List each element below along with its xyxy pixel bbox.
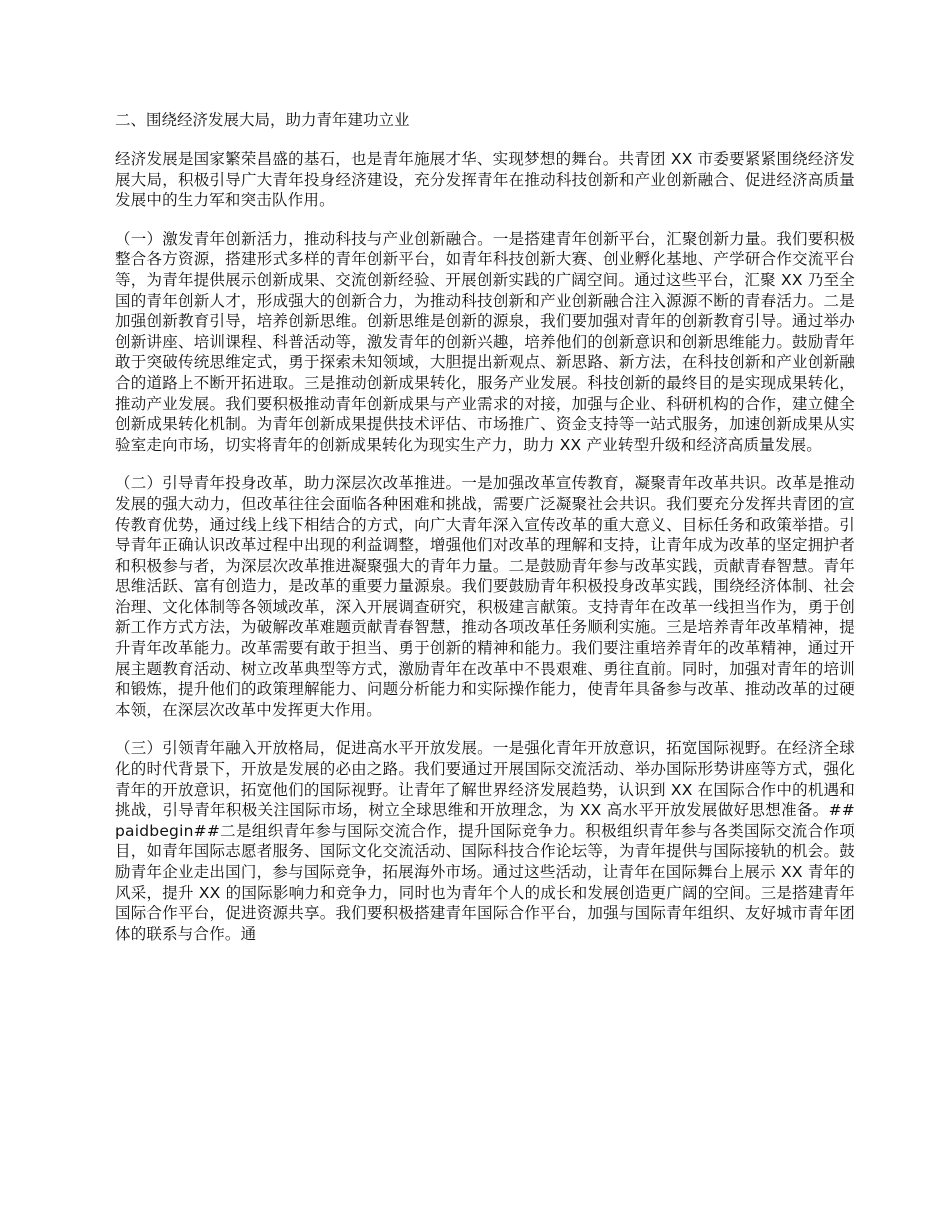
- section-heading: 二、围绕经济发展大局，助力青年建功立业: [115, 111, 410, 129]
- document-page: [115, 110, 855, 962]
- paragraph-intro: 经济发展是国家繁荣昌盛的基石，也是青年施展才华、实现梦想的舞台。共青团 XX 市委要紧紧围绕经济发展大局，积极引导广大青年投身经济建设，充分发挥青年在推动科技创新和产业创新融合、促进经济高质量发展中的生力军和突击队作用。: [115, 150, 855, 210]
- paragraph-reform: （二）引导青年投身改革，助力深层次改革推进。一是加强改革宣传教育，凝聚青年改革共识。改革是推动发展的强大动力，但改革往往会面临各种困难和挑战，需要广泛凝聚社会共识。我们要充分发挥共青团的宣传教育优势，通过线上线下相结合的方式，向广大青年深入宣传改革的重大意义、目标任务和政策举措。引导青年正确认识改革过程中出现的利益调整，增强他们对改革的理解和支持，让青年成为改革的坚定拥护者和积极参与者，为深层次改革推进凝聚强大的青年力量。二是鼓励青年参与改革实践，贡献青春智慧。青年思维活跃、富有创造力，是改革的重要力量源泉。我们要鼓励青年积极投身改革实践，围绕经济体制、社会治理、文化体制等各领域改革，深入开展调查研究，积极建言献策。支持青年在改革一线担当作为，勇于创新工作方式方法，为破解改革难题贡献青春智慧，推动各项改革任务顺利实施。三是培养青年改革精神，提升青年改革能力。改革需要有敢于担当、勇于创新的精神和能力。我们要注重培养青年的改革精神，通过开展主题教育活动、树立改革典型等方式，激励青年在改革中不畏艰难、勇往直前。同时，加强对青年的培训和锻炼，提升他们的政策理解能力、问题分析能力和实际操作能力，使青年具备参与改革、推动改革的过硬本领，在深层次改革中发挥更大作用。: [115, 474, 855, 719]
- paragraph-innovation: （一）激发青年创新活力，推动科技与产业创新融合。一是搭建青年创新平台，汇聚创新力量。我们要积极整合各方资源，搭建形式多样的青年创新平台，如青年科技创新大赛、创业孵化基地、产学研合作交流平台等，为青年提供展示创新成果、交流创新经验、开展创新实践的广阔空间。通过这些平台，汇聚 XX 乃至全国的青年创新人才，形成强大的创新合力，为推动科技创新和产业创新融合注入源源不断的青春活力。二是加强创新教育引导，培养创新思维。创新思维是创新的源泉，我们要加强对青年的创新教育引导。通过举办创新讲座、培训课程、科普活动等，激发青年的创新兴趣，培养他们的创新意识和创新思维能力。鼓励青年敢于突破传统思维定式，勇于探索未知领域，大胆提出新观点、新思路、新方法，在科技创新和产业创新融合的道路上不断开拓进取。三是推动创新成果转化，服务产业发展。科技创新的最终目的是实现成果转化，推动产业发展。我们要积极推动青年创新成果与产业需求的对接，加强与企业、科研机构的合作，建立健全创新成果转化机制。为青年创新成果提供技术评估、市场推广、资金支持等一站式服务，加速创新成果从实验室走向市场，切实将青年的创新成果转化为现实生产力，助力 XX 产业转型升级和经济高质量发展。: [115, 229, 855, 454]
- paragraph-opening: （三）引领青年融入开放格局，促进高水平开放发展。一是强化青年开放意识，拓宽国际视野。在经济全球化的时代背景下，开放是发展的必由之路。我们要通过开展国际交流活动、举办国际形势讲座等方式，强化青年的开放意识，拓宽他们的国际视野。让青年了解世界经济发展趋势，认识到 XX 在国际合作中的机遇和挑战，引导青年积极关注国际市场，树立全球思维和开放理念，为 XX 高水平开放发展做好思想准备。##paidbegin##二是组织青年参与国际交流合作，提升国际竞争力。积极组织青年参与各类国际交流合作项目，如青年国际志愿者服务、国际文化交流活动、国际科技合作论坛等，为青年提供与国际接轨的机会。鼓励青年企业走出国门，参与国际竞争，拓展海外市场。通过这些活动，让青年在国际舞台上展示 XX 青年的风采，提升 XX 的国际影响力和竞争力，同时也为青年个人的成长和发展创造更广阔的空间。三是搭建青年国际合作平台，促进资源共享。我们要积极搭建青年国际合作平台，加强与国际青年组织、友好城市青年团体的联系与合作。通: [115, 739, 855, 943]
